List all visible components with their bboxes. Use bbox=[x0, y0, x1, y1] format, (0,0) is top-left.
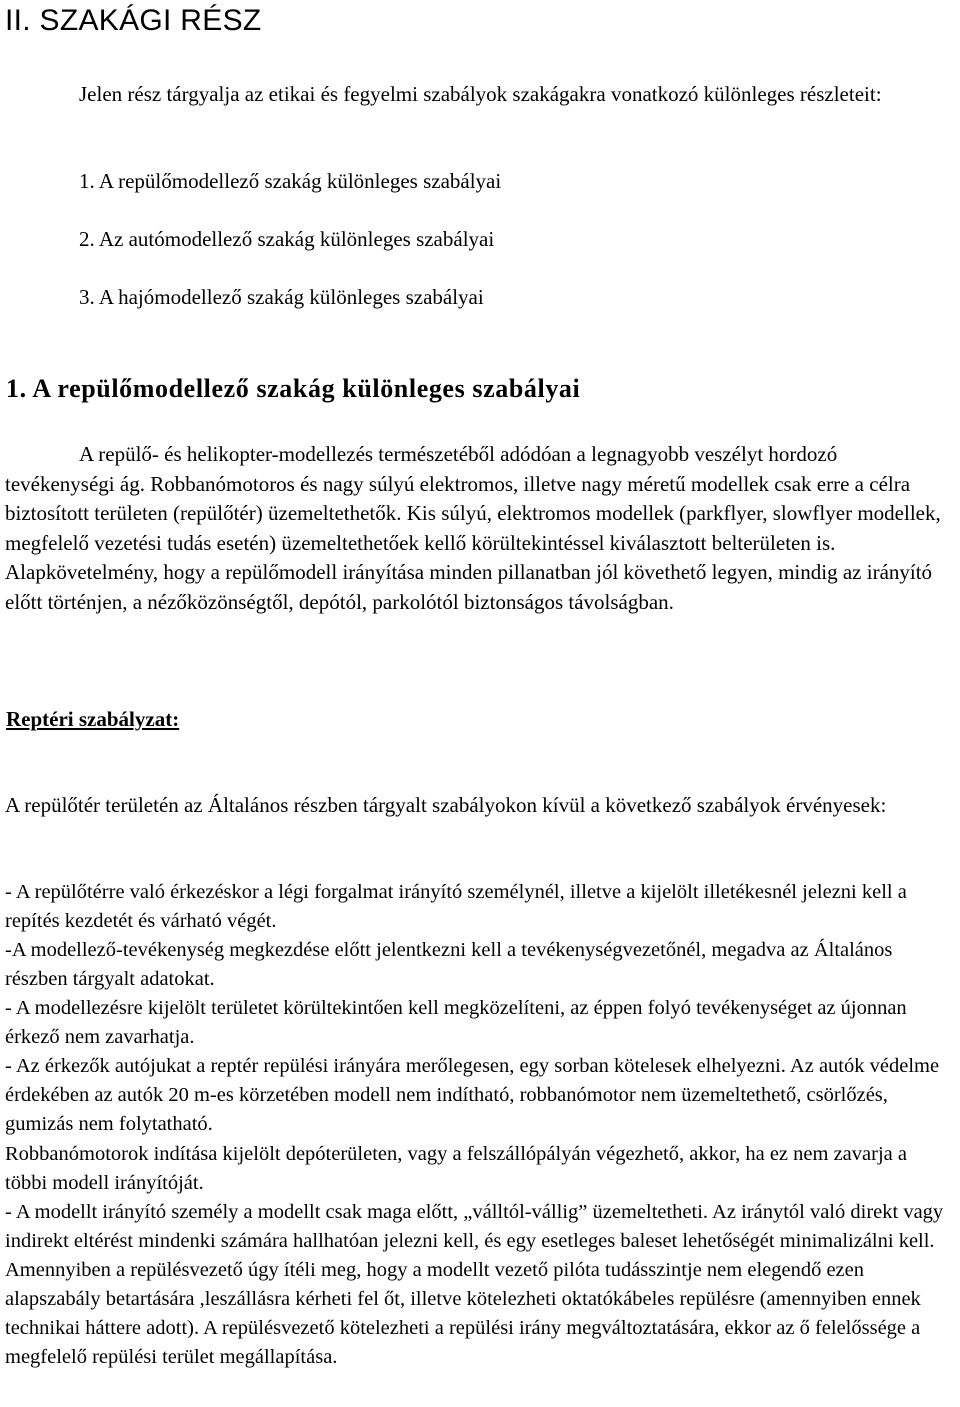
rule-paragraph: - Az érkezők autójukat a reptér repülési irányára merőlegesen, egy sorban kötelesek elhelyezni. Az autók védelme érdekében az autók 20 m-es körzetében modell nem indítható, robbanómotor nem üzemeltethető, csörlőzés, gumizás nem folytatható. bbox=[5, 1055, 940, 1136]
subsection-title: Reptéri szabályzat: bbox=[6, 707, 180, 731]
intro-paragraph: Jelen rész tárgyalja az etikai és fegyelmi szabályok szakágakra vonatkozó különleges részleteit: bbox=[79, 82, 882, 106]
rule-paragraph: -A modellező-tevékenység megkezdése előtt jelentkezni kell a tevékenységvezetőnél, megadva az Általános részben tárgyalt adatokat. bbox=[5, 939, 893, 991]
document-title: II. SZAKÁGI RÉSZ bbox=[5, 4, 262, 37]
rule-paragraph: - A repülőtérre való érkezéskor a légi forgalmat irányító személynél, illetve a kijelölt illetékesnél jelezni kell a repítés kezdetét és várható végét. bbox=[5, 881, 907, 933]
rule-paragraph: - A modellezésre kijelölt területet körültekintően kell megközelíteni, az éppen folyó tevékenységet az újonnan érkező nem zavarhatja. bbox=[5, 997, 907, 1049]
list-item: 3. A hajómodellező szakág különleges szabályai bbox=[79, 285, 484, 309]
list-item: 1. A repülőmodellező szakág különleges szabályai bbox=[79, 169, 502, 193]
list-item: 2. Az autómodellező szakág különleges szabályai bbox=[79, 227, 495, 251]
section-title: 1. A repülőmodellező szakág különleges szabályai bbox=[6, 374, 581, 403]
rule-paragraph: Robbanómotorok indítása kijelölt depóterületen, vagy a felszállópályán végezhető, akkor, ha ez nem zavarja a többi modell irányítóját. bbox=[5, 1143, 907, 1195]
section-paragraph: A repülő- és helikopter-modellezés természetéből adódóan a legnagyobb veszélyt hordozó tevékenységi ág. Robbanómotoros és nagy súlyú elektromos, illetve nagy méretű modellek csak erre a célra biztosított területen (repülőtér) üzemeltethetők. Kis súlyú, elektromos modellek (parkflyer, slowflyer modellek, megfelelő vezetési tudás esetén) üzemeltethetőek kellő körültekintéssel kiválasztott belterületen is. Alapkövetelmény, hogy a repülőmodell irányítása minden pillanatban jól követhető legyen, mindig az irányító előtt történjen, a nézőközönségtől, depótól, parkolótól biztonságos távolságban. bbox=[5, 442, 941, 614]
rule-paragraph: - A modellt irányító személy a modellt csak maga előtt, „válltól-vállig” üzemeltetheti. Az iránytól való direkt vagy indirekt eltérést mindenki számára hallhatóan jelezni kell, és egy esetleges baleset lehetőségét minimalizálni kell. Amennyiben a repülésvezető úgy ítéli meg, hogy a modellt vezető pilóta tudásszintje nem elegendő ezen alapszabály betartására ,leszállásra kérheti fel őt, illetve kötelezheti oktatókábeles repülésre (amennyiben ennek technikai háttere adott). A repülésvezető kötelezheti a repülési irány megváltoztatására, ekkor az ő felelőssége a megfelelő repülési terület megállapítása. bbox=[5, 1201, 944, 1369]
subsection-intro: A repülőtér területén az Általános részben tárgyalt szabályokon kívül a következő szabályok érvényesek: bbox=[5, 793, 887, 817]
